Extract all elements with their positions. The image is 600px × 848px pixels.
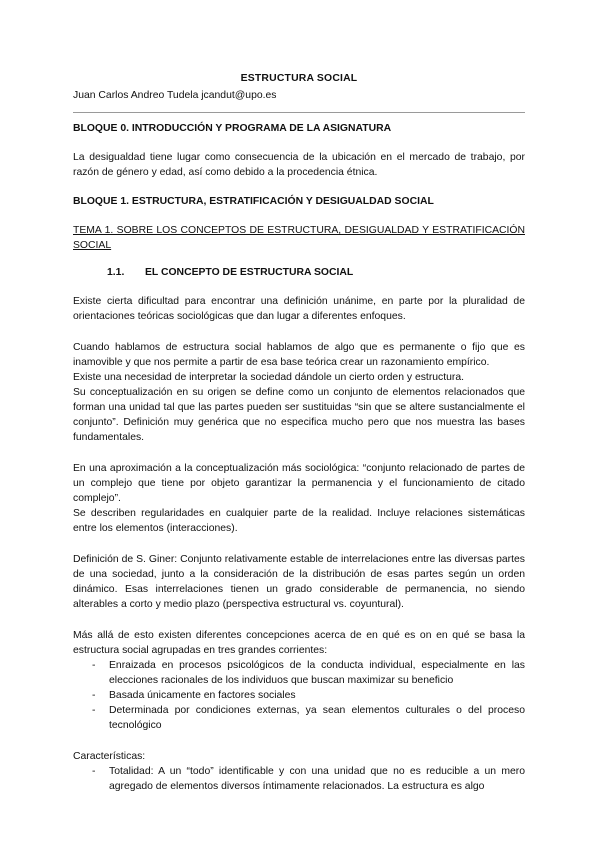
paragraph-giner: Definición de S. Giner: Conjunto relativamente estable de interrelaciones entre las diversas partes de una sociedad, junto a la consideración de la distribución de esas partes según un orden dinámico. Esas interrelaciones tienen un grado considerable de permanencia, no siendo alterables a corto y medio plazo (perspectiva estructural vs. coyuntural).: [73, 554, 525, 610]
section-number: 1.1.: [107, 267, 125, 278]
corrientes-list: [73, 658, 525, 733]
caracteristicas-label: Características:: [73, 751, 146, 762]
section-heading: [73, 265, 525, 280]
list-item: - Basada únicamente en factores sociales: [92, 690, 296, 701]
paragraph-3: Existe una necesidad de interpretar la sociedad dándole un cierto orden y estructura.: [73, 372, 465, 383]
dash-bullet: -: [92, 690, 96, 701]
paragraph-6: Se describen regularidades en cualquier parte de la realidad. Incluye relaciones sistemáticas entre los elementos (interacciones).: [73, 508, 525, 534]
paragraph-1: Existe cierta dificultad para encontrar una definición unánime, en parte por la pluralidad de orientaciones teóricas sociológicas que dan lugar a diferentes enfoques.: [73, 296, 525, 322]
dash-bullet: -: [92, 705, 96, 716]
paragraph-corrientes: Más allá de esto existen diferentes concepciones acerca de en qué es on en qué se basa la estructura social agrupadas en tres grandes corrientes:: [73, 630, 525, 656]
dash-bullet: -: [92, 766, 96, 777]
paragraph-2: Cuando hablamos de estructura social hablamos de algo que es permanente o fijo que es inamovible y que nos permite a partir de esa base teórica crear un razonamiento empírico.: [73, 342, 525, 368]
author-line: Juan Carlos Andreo Tudela jcandut@upo.es: [73, 90, 277, 101]
list-item: - Totalidad: A un “todo” identificable y con una unidad que no es reducible a un mero agregado de elementos diversos íntimamente relacionados. La estructura es algo: [92, 766, 525, 792]
section-title: EL CONCEPTO DE ESTRUCTURA SOCIAL: [145, 267, 354, 278]
bloque1-heading: BLOQUE 1. ESTRUCTURA, ESTRATIFICACIÓN Y DESIGUALDAD SOCIAL: [73, 196, 434, 207]
list-item: - Determinada por condiciones externas, ya sean elementos culturales o del proceso tecnológico: [92, 705, 525, 731]
dash-bullet: -: [92, 660, 96, 671]
bloque0-heading: BLOQUE 0. INTRODUCCIÓN Y PROGRAMA DE LA ASIGNATURA: [73, 123, 392, 134]
header-divider: [73, 112, 525, 113]
bloque0-paragraph: La desigualdad tiene lugar como consecuencia de la ubicación en el mercado de trabajo, por razón de género y edad, así como debido a la procedencia étnica.: [73, 152, 525, 178]
caracteristicas-list: [73, 764, 525, 794]
list-item: - Enraizada en procesos psicológicos de la conducta individual, especialmente en las elecciones racionales de los individuos que buscan maximizar su beneficio: [92, 660, 525, 686]
paragraph-4: Su conceptualización en su origen se define como un conjunto de elementos relacionados que forman una unidad tal que las partes pueden ser sustituidas “sin que se altere sustancialmente el conjunto”. Definición muy genérica que no especifica mucho pero que nos muestra las bases fundamentales.: [73, 387, 525, 443]
paragraph-5: En una aproximación a la conceptualización más sociológica: “conjunto relacionado de partes de un complejo que tiene por objeto garantizar la permanencia y el funcionamiento de citado complejo”.: [73, 463, 525, 504]
document-title: ESTRUCTURA SOCIAL: [240, 73, 358, 84]
document-content: [73, 71, 525, 794]
tema1-heading: TEMA 1. SOBRE LOS CONCEPTOS DE ESTRUCTURA, DESIGUALDAD Y ESTRATIFICACIÓN SOCIAL: [73, 225, 525, 251]
